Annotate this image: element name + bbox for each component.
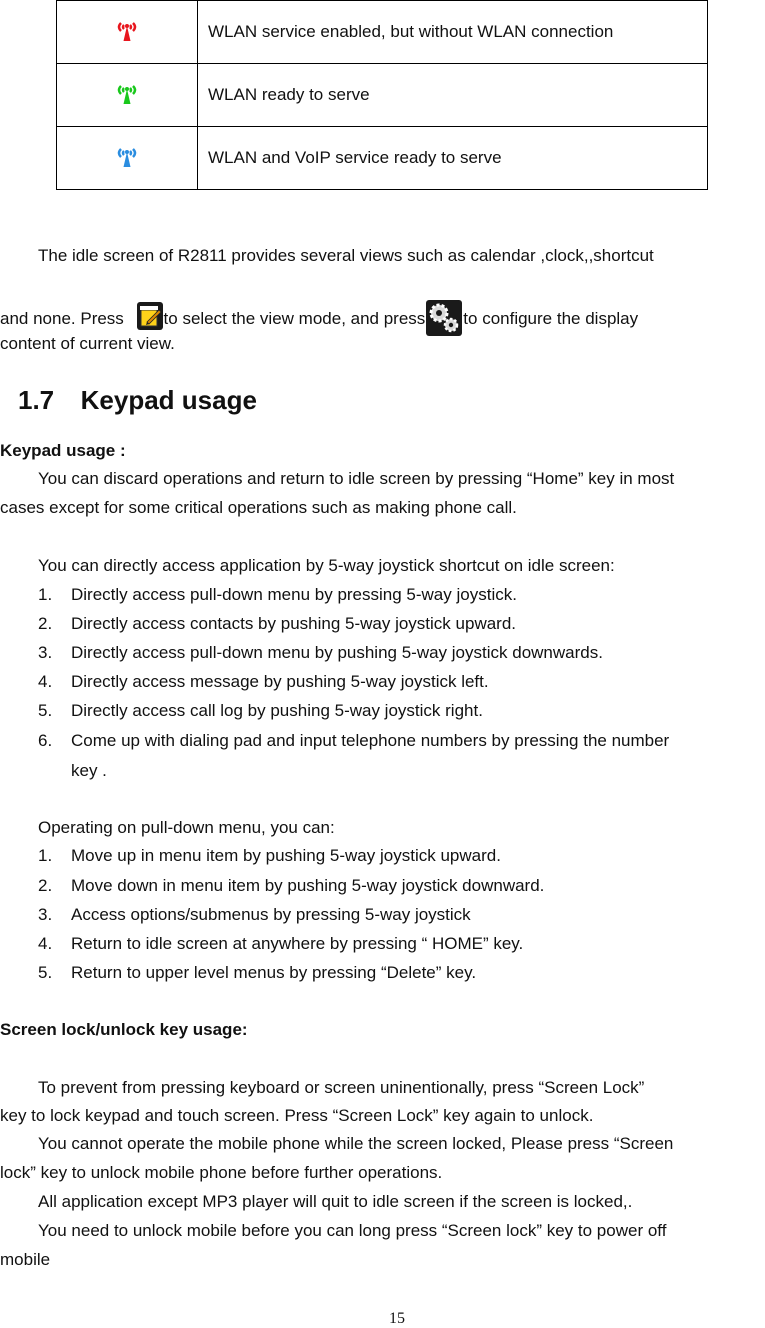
list-item <box>38 701 483 721</box>
table-cell-desc: WLAN service enabled, but without WLAN connection <box>198 1 708 64</box>
screenlock-p2-line1: You cannot operate the mobile phone while the screen locked, Please press “Screen <box>38 1134 674 1153</box>
table-cell-desc: WLAN and VoIP service ready to serve <box>198 127 708 190</box>
wlan-status-table <box>56 0 708 190</box>
list-number: 5. <box>38 701 53 720</box>
screenlock-p2-line2: lock” key to unlock mobile phone before further operations. <box>0 1163 443 1182</box>
idle-paragraph-line2 <box>0 300 638 336</box>
idle-paragraph-line1: The idle screen of R2811 provides several views such as calendar ,clock,,shortcut <box>38 246 654 265</box>
list-number: 1. <box>38 585 53 604</box>
list-number: 3. <box>38 905 53 924</box>
list-text: Access options/submenus by pressing 5-way joystick <box>71 905 471 924</box>
section-heading <box>18 385 257 416</box>
list-item <box>38 963 476 983</box>
table-row <box>57 1 708 64</box>
list-item <box>38 876 544 896</box>
idle-text-c: to configure the display <box>463 309 639 328</box>
list-item <box>38 585 517 605</box>
list-number: 4. <box>38 934 53 953</box>
list-number: 2. <box>38 614 53 633</box>
table-cell-desc: WLAN ready to serve <box>198 64 708 127</box>
screenlock-p1-line1: To prevent from pressing keyboard or screen uninentionally, press “Screen Lock” <box>38 1078 645 1097</box>
edit-view-icon <box>137 302 163 330</box>
settings-gear-icon <box>426 300 462 336</box>
list-text: Return to idle screen at anywhere by pressing “ HOME” key. <box>71 934 524 953</box>
wlan-red-icon <box>57 1 198 64</box>
wlan-green-icon <box>57 64 198 127</box>
list-item <box>38 672 489 692</box>
list-text: Return to upper level menus by pressing “Delete” key. <box>71 963 477 982</box>
list-text: Come up with dialing pad and input telephone numbers by pressing the number <box>71 731 670 750</box>
idle-paragraph-line3: content of current view. <box>0 334 175 353</box>
list-item <box>38 614 516 634</box>
list-text: Directly access contacts by pushing 5-way joystick upward. <box>71 614 517 633</box>
list-number: 5. <box>38 963 53 982</box>
list-item <box>38 643 603 663</box>
list-item <box>38 846 501 866</box>
list-text: Move down in menu item by pushing 5-way joystick downward. <box>71 876 545 895</box>
screenlock-p4-line1: You need to unlock mobile before you can long press “Screen lock” key to power off <box>38 1221 667 1240</box>
wlan-blue-icon <box>57 127 198 190</box>
list-item <box>38 905 471 925</box>
page-number: 15 <box>389 1310 405 1327</box>
list-number: 4. <box>38 672 53 691</box>
table-row <box>57 64 708 127</box>
list-text: Directly access pull-down menu by pushing 5-way joystick downwards. <box>71 643 603 662</box>
list-item-continuation: key . <box>71 761 107 780</box>
screenlock-p3: All application except MP3 player will quit to idle screen if the screen is locked,. <box>38 1192 633 1211</box>
idle-text-a: and none. Press <box>0 309 124 328</box>
list-number: 1. <box>38 846 53 865</box>
keypad-intro-line2: cases except for some critical operations such as making phone call. <box>0 498 517 517</box>
list-text: Directly access pull-down menu by pressing 5-way joystick. <box>71 585 517 604</box>
idle-text-b: to select the view mode, and press <box>163 309 426 328</box>
list-number: 3. <box>38 643 53 662</box>
section-title: Keypad usage <box>80 385 257 415</box>
keypad-intro-line1: You can discard operations and return to idle screen by pressing “Home” key in most <box>38 469 675 488</box>
screenlock-p1-line2: key to lock keypad and touch screen. Press “Screen Lock” key again to unlock. <box>0 1106 594 1125</box>
list-text: Directly access call log by pushing 5-way joystick right. <box>71 701 483 720</box>
direct-access-intro: You can directly access application by 5-way joystick shortcut on idle screen: <box>38 556 615 575</box>
keypad-heading: Keypad usage : <box>0 441 126 460</box>
menu-intro: Operating on pull-down menu, you can: <box>38 818 335 837</box>
screenlock-p4-line2: mobile <box>0 1250 51 1269</box>
list-text: Directly access message by pushing 5-way joystick left. <box>71 672 489 691</box>
screenlock-heading: Screen lock/unlock key usage: <box>0 1020 248 1039</box>
list-item <box>38 731 669 751</box>
list-text: Move up in menu item by pushing 5-way joystick upward. <box>71 846 501 865</box>
list-number: 2. <box>38 876 53 895</box>
section-number: 1.7 <box>18 385 55 415</box>
table-row <box>57 127 708 190</box>
list-number: 6. <box>38 731 53 750</box>
list-item <box>38 934 523 954</box>
